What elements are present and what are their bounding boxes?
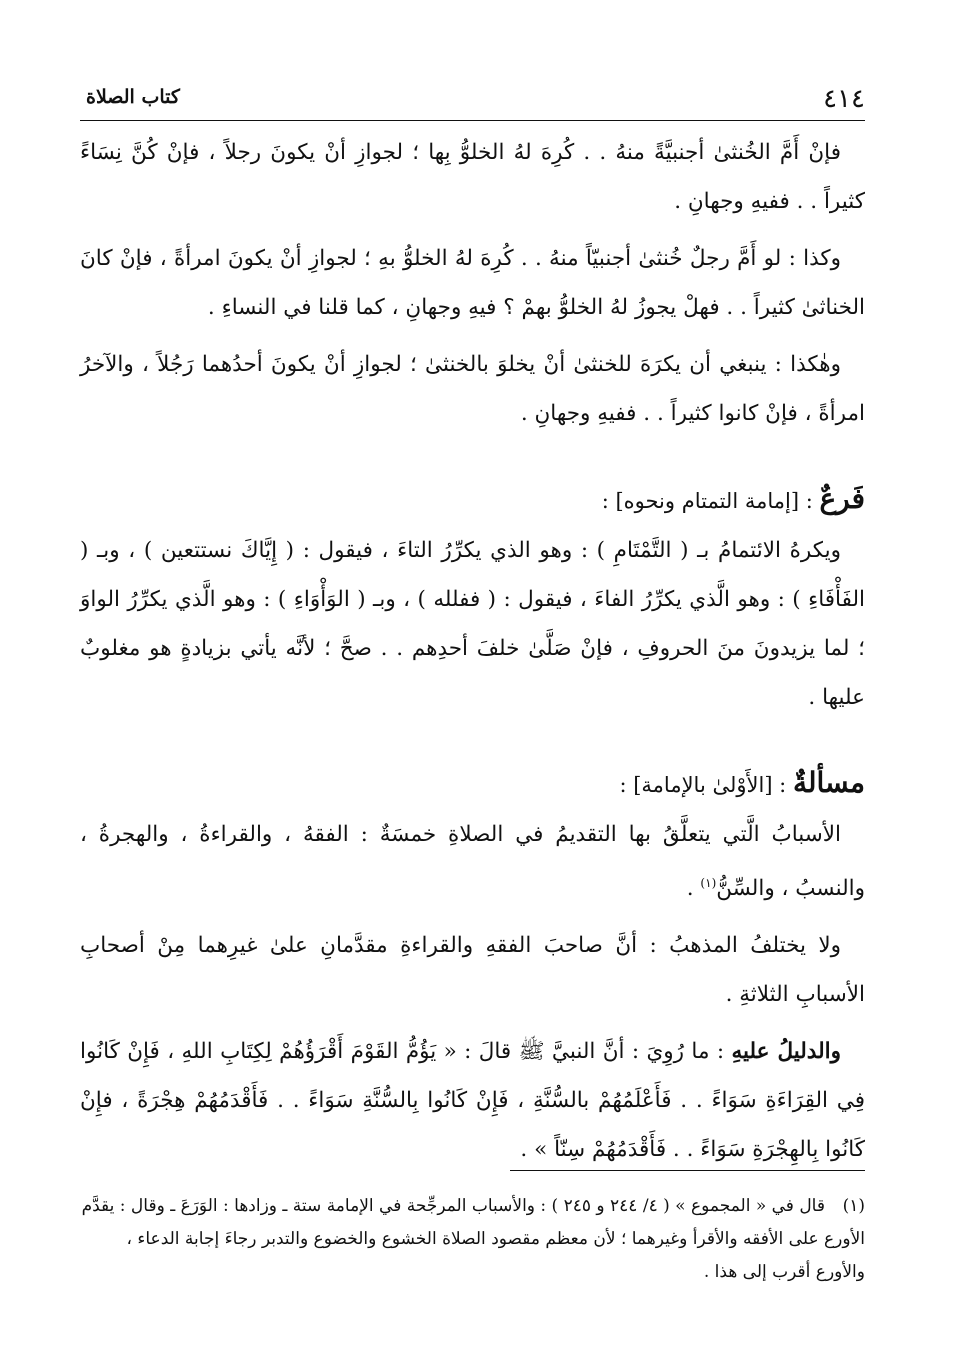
page-body bbox=[80, 128, 865, 1182]
hadith-text: : ما رُوِيَ : أنَّ النبيَّ ﷺ قالَ : « يَؤُمُّ القَوْمَ أَقْرَؤُهُمْ لِكِتَابِ اللهِ ، فَإِنْ كَانُوا فِي القِرَاءَةِ سَوَاءً . . فَأَعْلَمُهُمْ بالسُّنَّةِ ، فَإِنْ كَانُوا بِالسُّنَّةِ سَوَاءً . . فَأَقْدَمُهُمْ هِجْرَةً ، فإِنْ كَانُوا بِالهِجْرَةِ سَوَاءً . . فَأَقْدَمُهُمْ سِنّاً » . bbox=[80, 1039, 865, 1163]
footnote-reference[interactable]: (١) bbox=[700, 876, 717, 890]
evidence-lead: والدليلُ عليهِ bbox=[731, 1039, 841, 1065]
section-paragraph: ولا يختلفُ المذهبُ : أنَّ صاحبَ الفقهِ والقراءةِ مقدَّمانِ علىٰ غيرِهما مِنْ أصحابِ الأسبابِ الثلاثةِ . bbox=[80, 933, 865, 1008]
paragraph-text: الأسبابُ الَّتي يتعلَّقُ بها التقديمُ في الصلاةِ خمسَةٌ : الفقهُ ، والقراءةُ ، والهجرةُ ، والنسبُ ، والسِّنُّ bbox=[80, 822, 865, 902]
section-term: فَرعٌ bbox=[819, 482, 865, 515]
section-far bbox=[80, 474, 865, 722]
page-number: ٤١٤ bbox=[823, 84, 865, 114]
section-title: : [إمامة التمتام ونحوه] : bbox=[601, 489, 820, 513]
footnote-text: قال في « المجموع » ( ٤/ ٢٤٤ و ٢٤٥ ) : والأسباب المرجِّحة في الإمامة ستة ـ وزادها : الوَرَعَ ـ وقال : يقدَّم الأورع على الأفقه والأقرأ وغيرهما ؛ لأن معظم مقصود الصلاة الخشوع والخضوع والتدبر رجاءَ إجابة الدعاء ، والأورع أقرب إلى هذا . bbox=[81, 1196, 865, 1282]
section-paragraph bbox=[80, 810, 865, 913]
header-divider bbox=[80, 120, 865, 121]
paragraph-3: وهٰكذا : ينبغي أن يكرَهَ للخنثىٰ أنْ يخلوَ بالخنثىٰ ؛ لجوازِ أنْ يكونَ أحدُهما رَجُلاً ، والآخرُ امرأةً ، فإنْ كانوا كثيراً . . ففيهِ وجهانِ . bbox=[80, 352, 865, 426]
book-title: كتاب الصلاة bbox=[86, 86, 180, 108]
footnote-number: (١) bbox=[842, 1196, 865, 1216]
footnote bbox=[80, 1190, 865, 1289]
paragraph-end: . bbox=[686, 876, 701, 902]
section-paragraph bbox=[80, 1027, 865, 1174]
footnote-divider bbox=[510, 1170, 865, 1171]
section-term: مسألةٌ bbox=[792, 766, 865, 799]
section-title: : [الأَوْلىٰ بالإمامة] : bbox=[619, 773, 793, 797]
book-page bbox=[80, 82, 865, 1282]
section-heading bbox=[80, 474, 865, 526]
section-paragraph: ويكرهُ الائتمامُ بـ ( التَّمْتَامِ ) : وهو الذي يكرِّرُ التاءَ ، فيقول : ( إِيَّاكَ نستتعين ) ، وبـ ( الفَأْفَاءِ ) : وهو الَّذي يكرِّرُ الفاءَ ، فيقول : ( ففلله ) ، وبـ ( الوَأْوَاءِ ) : وهو الَّذي يكرِّرُ الواوَ ؛ لما يزيدونَ منَ الحروفِ ، فإنْ صَلَّىٰ خلفَ أحدِهم . . صحَّ ؛ لأنَّه يأتي بزيادةٍ هو مغلوبٌ عليها . bbox=[80, 538, 865, 710]
paragraph-1: فإنْ أَمَّ الخُنثىٰ أجنبيَّةً منهُ . . كُرِهَ لهُ الخلوُّ بِها ؛ لجوازِ أنْ يكونَ رجلاً ، فإنْ كُنَّ نِسَاءً كثيراً . . ففيهِ وجهانِ . bbox=[80, 140, 865, 214]
paragraph-2: وكذا : لو أَمَّ رجلٌ خُنثىٰ أجنبيّاً منهُ . . كُرِهَ لهُ الخلوُّ بهِ ؛ لجوازِ أنْ يكونَ امرأةً ، فإنْ كانَ الخناثىٰ كثيراً . . فهلْ يجوزُ لهُ الخلوُّ بهمْ ؟ فيهِ وجهانِ ، كما قلنا في النساءِ . bbox=[80, 246, 865, 320]
page-header bbox=[80, 82, 865, 114]
section-heading bbox=[80, 758, 865, 810]
section-masala bbox=[80, 758, 865, 1174]
